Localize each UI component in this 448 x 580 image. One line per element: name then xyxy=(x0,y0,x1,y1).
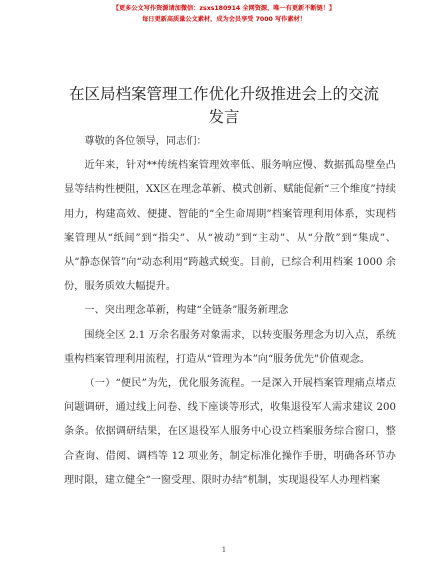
document-title xyxy=(40,83,408,129)
title-line-1: 在区局档案管理工作优化升级推进会上的交流 xyxy=(68,85,379,103)
document-body xyxy=(64,130,396,493)
paragraph: 近年来，针对**传统档案管理效率低、服务响应慢、数据孤岛壁垒凸显等结构性梗阻，XX区在理念革新、模式创新、赋能促新“三个维度”持续用力，构建高效、便捷、智能的“全生命周期”档案管理利用体系，实现档案管理从“纸间”到“指尖”、从“被动”到“主动”、从“分散”到“集成”、从“静态保管”向“动态利用”跨越式蜕变。目前，已综合利用档案 1000 余份，服务质效大幅提升。 xyxy=(64,160,396,293)
banner-line-2: 每日更新高质量公文素材，成为会员享受 7000 写作素材！ xyxy=(142,16,306,23)
paragraph: 围绕全区 2.1 万余名服务对象需求，以转变服务理念为切入点，系统重构档案管理利用流程，打造从“管理为本”向“服务优先”价值观念。 xyxy=(64,329,396,365)
page-number: 1 xyxy=(221,546,227,554)
salutation: 尊敬的各位领导，同志们： xyxy=(84,136,207,147)
title-line-2: 发言 xyxy=(208,108,240,126)
header-banner xyxy=(0,3,448,25)
section-heading: 一、突出理念革新，构建“全链条”服务新理念 xyxy=(84,305,289,317)
paragraph: （一）“便民”为先，优化服务流程。一是深入开展档案管理痛点堵点问题调研，通过线上问卷、线下座谈等形式，收集退役军人需求建议 200 条条。依据调研结果，在区退役军人服务中心设立档案服务综合窗口，整合查询、借阅、调档等 12 项业务，制定标准化操作手册，明确各环节办理时限，建立健全“一窗受理、限时办结”机制，实现退役军人办理档案 xyxy=(64,378,396,486)
banner-line-1: 【更多公文写作资源请加微信：zsxs180914 全网资源，唯一有更新不断链！】 xyxy=(112,5,336,12)
